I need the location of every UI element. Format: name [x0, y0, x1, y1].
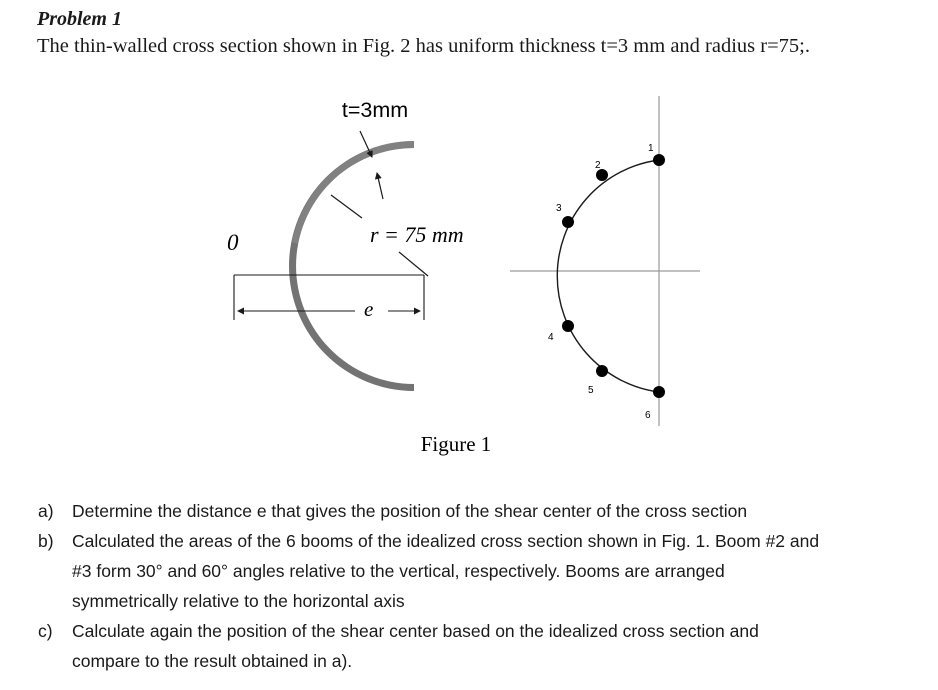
- thickness-label: t=3mm: [341, 98, 409, 122]
- question-b: [38, 526, 918, 616]
- question-b-line-2: #3 form 30° and 60° angles relative to the vertical, respectively. Booms are arranged: [72, 561, 725, 581]
- boom-label-4: 4: [548, 332, 554, 343]
- radius-leader-line: [331, 195, 362, 218]
- boom-4: [562, 320, 574, 332]
- question-b-line-3: symmetrically relative to the horizontal axis: [72, 591, 405, 611]
- question-b-marker: b): [38, 531, 54, 551]
- e-label: e: [364, 297, 374, 321]
- question-c-line-1: Calculate again the position of the shear center based on the idealized cross section and: [72, 621, 759, 641]
- question-a-line-1: Determine the distance e that gives the position of the shear center of the cross section: [72, 501, 748, 521]
- question-c: [38, 616, 918, 676]
- boom-label-2: 2: [595, 160, 601, 171]
- boom-label-5: 5: [588, 385, 594, 396]
- boom-label-1: 1: [648, 143, 654, 154]
- thickness-arrow-inner: [377, 173, 383, 199]
- boom-label-6: 6: [645, 410, 651, 421]
- radius-pointer-line: [399, 252, 428, 276]
- question-b-line-1: Calculated the areas of the 6 booms of the idealized cross section shown in Fig. 1. Boom #2 and: [72, 531, 820, 551]
- figure-caption: Figure 1: [420, 432, 492, 456]
- origin-label: 0: [227, 230, 239, 255]
- boom-1: [653, 154, 665, 166]
- c-section-figure: [227, 98, 464, 391]
- problem-title: Problem 1: [37, 8, 122, 30]
- boom-5: [596, 365, 608, 377]
- boom-3: [562, 216, 574, 228]
- boom-label-3: 3: [556, 203, 562, 214]
- idealized-arc: [557, 160, 659, 392]
- question-list: [38, 496, 918, 676]
- radius-label: r = 75 mm: [370, 222, 464, 247]
- c-section-wall: [289, 141, 414, 391]
- question-a-marker: a): [38, 501, 54, 521]
- boom-6: [653, 386, 665, 398]
- question-c-marker: c): [38, 621, 53, 641]
- question-c-line-2: compare to the result obtained in a).: [72, 651, 353, 671]
- problem-statement: The thin-walled cross section shown in Fig. 2 has uniform thickness t=3 mm and radius r=75;.: [37, 35, 810, 57]
- idealized-section-figure: [510, 96, 700, 426]
- question-a: [38, 496, 918, 526]
